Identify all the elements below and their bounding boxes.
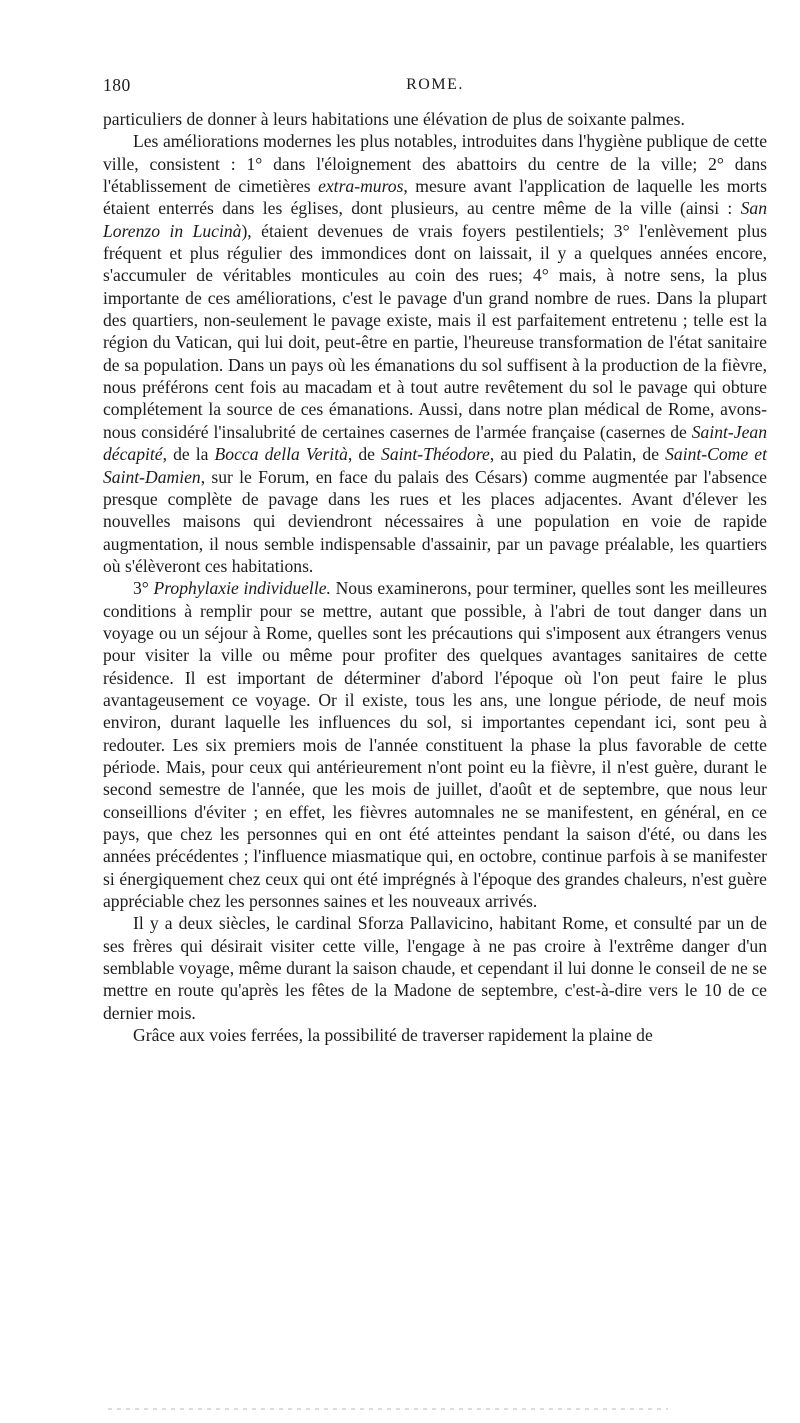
running-title: ROME. bbox=[406, 76, 464, 93]
italic-term: Saint-Come et Saint-Damien bbox=[103, 444, 767, 487]
text-run: particuliers de donner à leurs habitations une élévation de plus de soixante palmes. bbox=[103, 109, 685, 129]
paragraph bbox=[103, 577, 767, 912]
italic-term: extra-muros bbox=[318, 176, 404, 197]
text-run: ), étaient devenues de vrais foyers pestilentiels; 3° l'enlèvement plus fréquent et plus régulier des immondices dont on laissait, il y a quelques années encore, s'accumuler de véritables monticules au coin des rues; 4° mais, à notre sens, la plus importante de ces améliorations, c'est le pavage d'un grand nombre de rues. Dans la plupart des quartiers, non-seulement le pavage existe, mais il est parfaitement entretenu ; telle est la région du Vatican, qui lui doit, peut-être en partie, l'heureuse transformation de l'état sanitaire de sa population. Dans un pays où les émanations du sol suffisent à la production de la fièvre, nous préférons cent fois au macadam et à tout autre revêtement du sol le pavage qui obture complétement la source de ces émanations. Aussi, dans notre plan médical de Rome, avons-nous considéré l'insalubrité de certaines casernes de l'armée française (casernes de bbox=[103, 220, 767, 442]
body-text bbox=[103, 108, 767, 1046]
italic-term: Saint-Jean décapité bbox=[103, 421, 767, 465]
italic-term: San Lorenzo in Lucinà bbox=[103, 198, 767, 241]
text-run: , sur le Forum, en face du palais des Césars) comme augmentée par l'absence presque complète de pavage dans les rues et les places adjacentes. Avant d'élever les nouvelles maisons qui deviendront nécessaires à une population en voie de rapide augmentation, il nous semble indispensable d'assainir, par un pavage préalable, les quartiers où s'élèveront ces habitations. bbox=[103, 466, 767, 576]
book-page bbox=[103, 72, 767, 1046]
text-run: Grâce aux voies ferrées, la possibilité de traverser rapidement la plaine de bbox=[133, 1025, 653, 1046]
text-run: Les améliorations modernes les plus notables, introduites dans l'hygiène publique de cette ville, consistent : 1° dans l'éloignement des abattoirs du centre de la ville; 2° dans l'établissement de cimetières bbox=[103, 131, 767, 197]
scan-noise-line bbox=[108, 1408, 668, 1410]
text-run: Nous examinerons, pour terminer, quelles sont les meilleures conditions à remplir pour se mettre, autant que possible, à l'abri de tout danger dans un voyage ou un séjour à Rome, quelles sont les précautions qui s'imposent aux étrangers venus pour visiter la ville ou même pour profiter des quelques avantages sanitaires de cette résidence. Il est important de déterminer d'abord l'époque où l'on peut faire le plus avantageusement ce voyage. Or il existe, tous les ans, une longue période, de neuf mois environ, durant laquelle les influences du sol, si importantes cependant ici, sont peu à redouter. Les six premiers mois de l'année constituent la phase la plus favorable de cette période. Mais, pour ceux qui antérieurement n'ont point eu la fièvre, il n'est guère, durant le second semestre de l'année, que les mois de juillet, d'août et de septembre, que nous leur conseillions d'éviter ; en effet, les fièvres automnales ne se manifestent, en général, en ce pays, que chez les personnes qui en ont été atteintes pendant la saison d'été, ou dans les années précédentes ; l'influence miasmatique qui, en octobre, continue parfois à se manifester si énergiquement chez ceux qui ont été imprégnés à l'époque des grandes chaleurs, n'est guère appréciable chez les personnes saines et les nouveaux arrivés. bbox=[103, 578, 768, 912]
running-head bbox=[103, 72, 767, 100]
paragraph bbox=[103, 912, 767, 1024]
section-heading: Prophylaxie individuelle. bbox=[153, 578, 331, 599]
text-run: 3° bbox=[133, 578, 154, 599]
page-number: 180 bbox=[103, 75, 131, 95]
text-run: , de bbox=[347, 444, 382, 465]
italic-term: Bocca della Verità bbox=[214, 444, 348, 465]
text-run: , de la bbox=[162, 444, 215, 465]
text-run: , au pied du Palatin, de bbox=[489, 444, 666, 465]
paragraph bbox=[103, 1024, 767, 1046]
text-run: Il y a deux siècles, le cardinal Sforza Pallavicino, habitant Rome, et consulté par un de ses frères qui désirait visiter cette ville, l'engage à ne pas croire à l'extrême danger d'un semblable voyage, même durant la saison chaude, et cependant il lui donne le conseil de ne se mettre en route qu'après les fêtes de la Madone de septembre, c'est-à-dire vers le 10 de ce dernier mois. bbox=[103, 913, 767, 1023]
italic-term: Saint-Théodore bbox=[381, 444, 490, 465]
paragraph bbox=[103, 108, 767, 130]
text-run: , mesure avant l'application de laquelle les morts étaient enterrés dans les églises, dont plusieurs, au centre même de la ville (ainsi : bbox=[103, 176, 767, 219]
paragraph bbox=[103, 130, 767, 577]
